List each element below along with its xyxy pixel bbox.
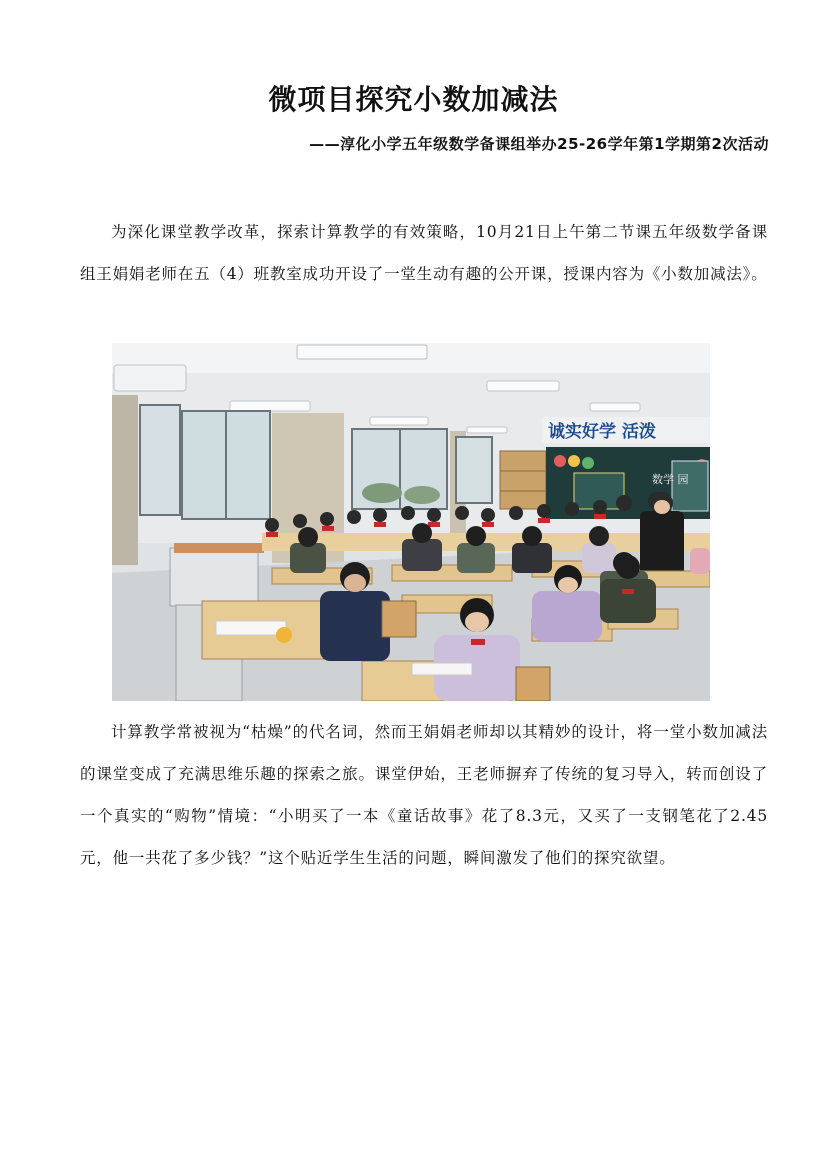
photo-board-text: 数学 园 <box>652 473 689 486</box>
paragraph-body: 计算教学常被视为“枯燥”的代名词，然而王娟娟老师却以其精妙的设计，将一堂小数加减法的课堂变成了充满思维乐趣的探索之旅。课堂伊始，王老师摒弃了传统的复习导入，转而创设了一个真实的“购物”情境：“小明买了一本《童话故事》花了8.3元，又买了一支钢笔花了2.45元，他一共花了多少钱？”这个贴近学生生活的问题，瞬间激发了他们的探究欲望。 <box>80 723 768 867</box>
paragraph-intro: 为深化课堂教学改革，探索计算教学的有效策略，10月21日上午第二节课五年级数学备课组王娟娟老师在五（4）班教室成功开设了一堂生动有趣的公开课，授课内容为《小数加减法》。 <box>80 223 768 283</box>
page-subtitle: ——淳化小学五年级数学备课组举办25-26学年第1学期第2次活动 <box>309 135 769 153</box>
photo-banner-text: 诚实好学 活泼 <box>548 422 656 442</box>
classroom-photo <box>112 343 710 701</box>
page-title: 微项目探究小数加减法 <box>268 83 559 116</box>
